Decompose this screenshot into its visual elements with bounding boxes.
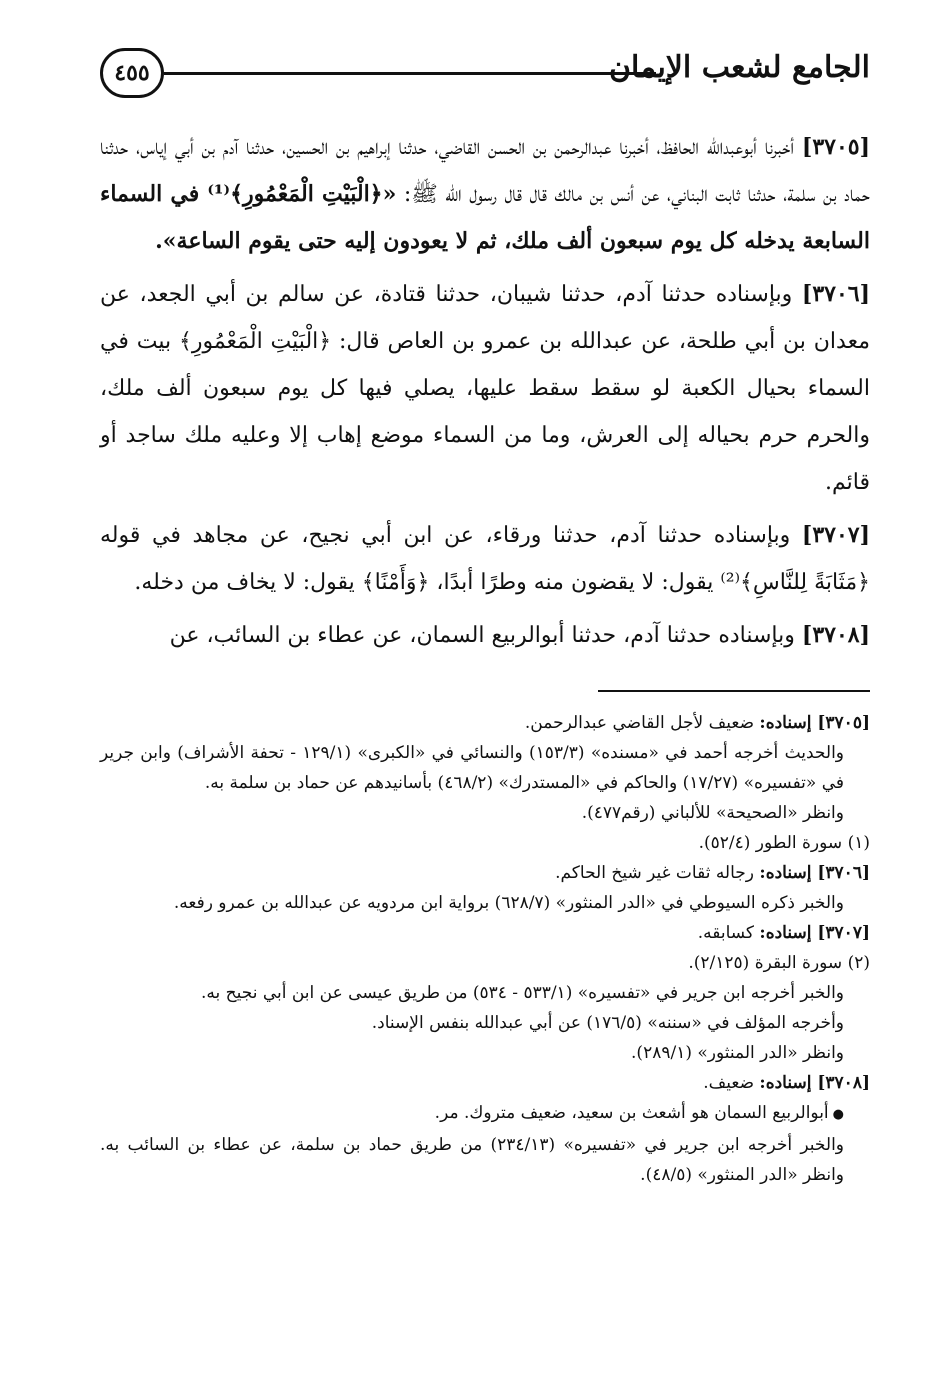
hadith-number: [٣٧٠٥] (801, 134, 870, 160)
footnote-line (100, 1008, 870, 1038)
footnote-line (100, 798, 870, 828)
hadith-text: وبإسناده حدثنا آدم، حدثنا أبوالربيع السمان، عن عطاء بن السائب، عن (169, 623, 795, 648)
footnote-line (100, 1068, 870, 1098)
hadith-text: أخبرنا أبوعبدالله الحافظ، أخبرنا عبدالرحمن بن الحسن القاضي، حدثنا إبراهيم بن الحسين، حدثنا آدم بن أبي إياس، حدثنا حماد بن سلمة، حدثنا ثابت البناني، عن أنس بن مالك قال قال رسول الله ﷺ: (100, 135, 870, 207)
footnote-ref: [٣٧٠٥] إسناده: (759, 713, 870, 733)
page-header (100, 44, 870, 106)
hadith-number: [٣٧٠٧] (801, 522, 871, 548)
footnote-ref: [٣٧٠٦] إسناده: (759, 863, 870, 883)
hadith-number: [٣٧٠٦] (801, 281, 871, 307)
footnote-text: (١) سورة الطور (٥٢/٤). (698, 833, 870, 853)
footnote-line (100, 978, 870, 1008)
footnote-text: ضعيف. (703, 1073, 755, 1093)
footnote-text: وانظر «الصحيحة» للألباني (رقم٤٧٧). (581, 803, 844, 823)
footnote-text: (٢) سورة البقرة (٢/١٢٥). (688, 953, 870, 973)
hadith-3708 (100, 612, 870, 659)
footnote-line (100, 918, 870, 948)
main-text (100, 124, 870, 665)
hadith-3707 (100, 512, 870, 606)
hadith-quote: «﴿الْبَيْتِ الْمَعْمُورِ﴾⁽¹⁾ في السماء السابعة يدخله كل يوم سبعون ألف ملك، ثم لا يعودون إليه حتى يقوم الساعة». (100, 181, 870, 254)
footnote-line (100, 1098, 870, 1130)
footnote-line (100, 828, 870, 858)
running-title: الجامع لشعب الإيمان (608, 50, 870, 85)
footnotes (100, 708, 870, 1190)
header-rule (164, 72, 656, 75)
footnote-text: والحديث أخرجه أحمد في «مسنده» (١٥٣/٣) والنسائي في «الكبرى» (١٢٩/١ - تحفة الأشراف) وابن جرير في «تفسيره» (١٧/٢٧) والحاكم في «المستدرك» (٤٦٨/٢) بأسانيدهم عن حماد بن سلمة به. (100, 743, 844, 793)
footnote-text: والخبر ذكره السيوطي في «الدر المنثور» (٦٢٨/٧) برواية ابن مردويه عن عبدالله بن عمرو رفعه. (173, 893, 844, 913)
hadith-text: وبإسناده حدثنا آدم، حدثنا ورقاء، عن ابن أبي نجيح، عن مجاهد في قوله ﴿مَثَابَةً لِلنَّاسِ﴾⁽²⁾ يقول: لا يقضون منه وطرًا أبدًا، ﴿وَأَمْنًا﴾ يقول: لا يخاف من دخله. (100, 523, 870, 595)
footnote-text: وانظر «الدر المنثور» (٢٨٩/١). (631, 1043, 844, 1063)
footnote-text: أبوالربيع السمان هو أشعث بن سعيد، ضعيف متروك. مر. (434, 1103, 829, 1123)
hadith-number: [٣٧٠٨] (801, 622, 870, 648)
hadith-text: وبإسناده حدثنا آدم، حدثنا شيبان، حدثنا قتادة، عن سالم بن أبي الجعد، عن معدان بن أبي طلحة، عن عبدالله بن عمرو بن العاص قال: ﴿الْبَيْتِ الْمَعْمُورِ﴾ بيت في السماء بحيال الكعبة لو سقط سقط عليها، يصلي فيها كل يوم سبعون ألف ملك، والحرم حرم بحياله إلى العرش، وما من السماء موضع إهاب إلا وعليه ملك ساجد أو قائم. (100, 282, 870, 495)
footnote-text: والخبر أخرجه ابن جرير في «تفسيره» (٥٣٣/١ - ٥٣٤) من طريق عيسى عن ابن أبي نجيح به. (200, 983, 844, 1003)
footnote-text: والخبر أخرجه ابن جرير في «تفسيره» (٢٣٤/١٣) من طريق حماد بن سلمة، عن عطاء بن السائب به. وانظر «الدر المنثور» (٤٨/٥). (100, 1135, 845, 1185)
hadith-3706 (100, 271, 870, 506)
footnote-ref: [٣٧٠٨] إسناده: (759, 1073, 870, 1093)
footnote-text: رجاله ثقات غير شيخ الحاكم. (555, 863, 755, 883)
footnote-line (100, 1038, 870, 1068)
footnote-line (100, 708, 870, 738)
footnote-ref: [٣٧٠٧] إسناده: (759, 923, 870, 943)
footnote-text: وأخرجه المؤلف في «سننه» (١٧٦/٥) عن أبي عبدالله بنفس الإسناد. (371, 1013, 844, 1033)
footnote-text: ضعيف لأجل القاضي عبدالرحمن. (524, 713, 755, 733)
footnote-text: كسابقه. (697, 923, 755, 943)
footnote-line (100, 1130, 870, 1190)
footnote-separator (598, 690, 870, 692)
page-number-badge: ٤٥٥ (100, 48, 164, 98)
footnote-line (100, 858, 870, 888)
bullet-icon: ● (832, 1107, 844, 1122)
footnote-line (100, 888, 870, 918)
hadith-3705 (100, 124, 870, 265)
footnote-line (100, 738, 870, 798)
footnote-line (100, 948, 870, 978)
